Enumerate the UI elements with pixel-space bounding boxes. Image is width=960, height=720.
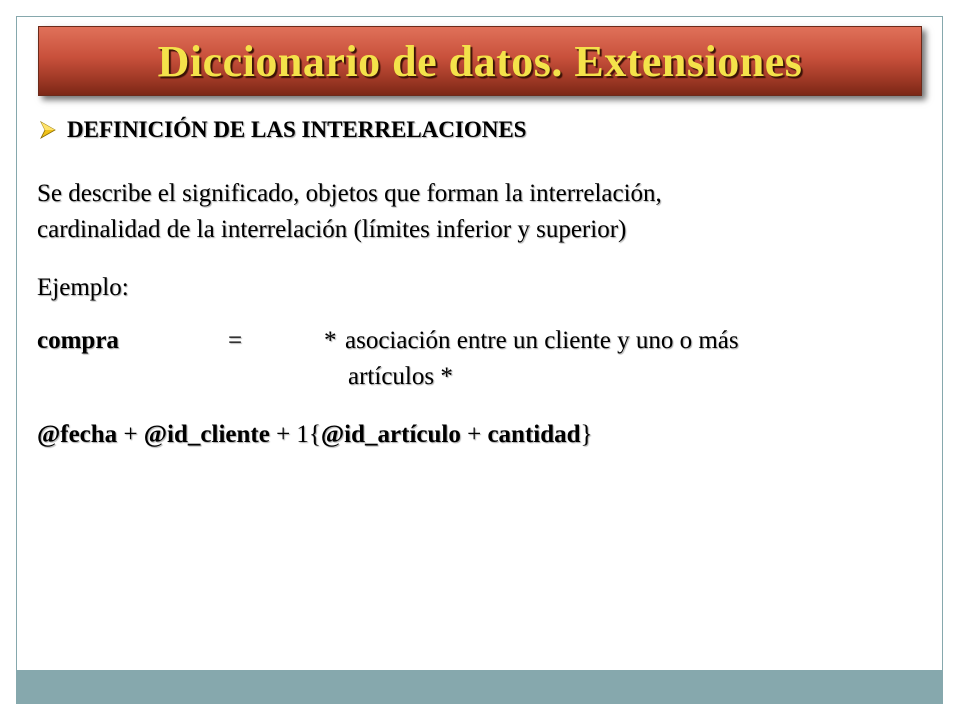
definition-equals: = xyxy=(228,327,243,354)
formula-line xyxy=(37,421,593,449)
formula-field-id-cliente: @id_cliente xyxy=(143,421,270,448)
slide-title: Diccionario de datos. Extensiones xyxy=(157,36,803,86)
formula-separator: + 1{ xyxy=(269,421,321,448)
formula-field-id-articulo: @id_artículo xyxy=(320,421,461,448)
footer-bar xyxy=(16,670,943,704)
description-line-1: Se describe el significado, objetos que forman la interrelación, xyxy=(37,180,662,207)
definition-star: * xyxy=(324,327,337,354)
formula-separator: + xyxy=(117,421,144,448)
formula-field-cantidad: cantidad xyxy=(487,421,581,448)
section-heading xyxy=(39,117,526,143)
example-label: Ejemplo: xyxy=(37,274,129,301)
description-line-2: cardinalidad de la interrelación (límites inferior y superior) xyxy=(37,216,627,243)
formula-separator: + xyxy=(460,421,488,448)
arrow-bullet-icon xyxy=(39,121,57,139)
definition-description-line-1: asociación entre un cliente y uno o más xyxy=(345,327,739,354)
formula-close-brace: } xyxy=(580,421,593,448)
formula-field-fecha: @fecha xyxy=(37,421,118,448)
title-banner xyxy=(38,26,922,96)
definition-row xyxy=(37,327,927,390)
definition-term: compra xyxy=(37,327,119,354)
section-heading-text: DEFINICIÓN DE LAS INTERRELACIONES xyxy=(67,117,527,142)
definition-description-line-2: artículos * xyxy=(348,363,453,390)
